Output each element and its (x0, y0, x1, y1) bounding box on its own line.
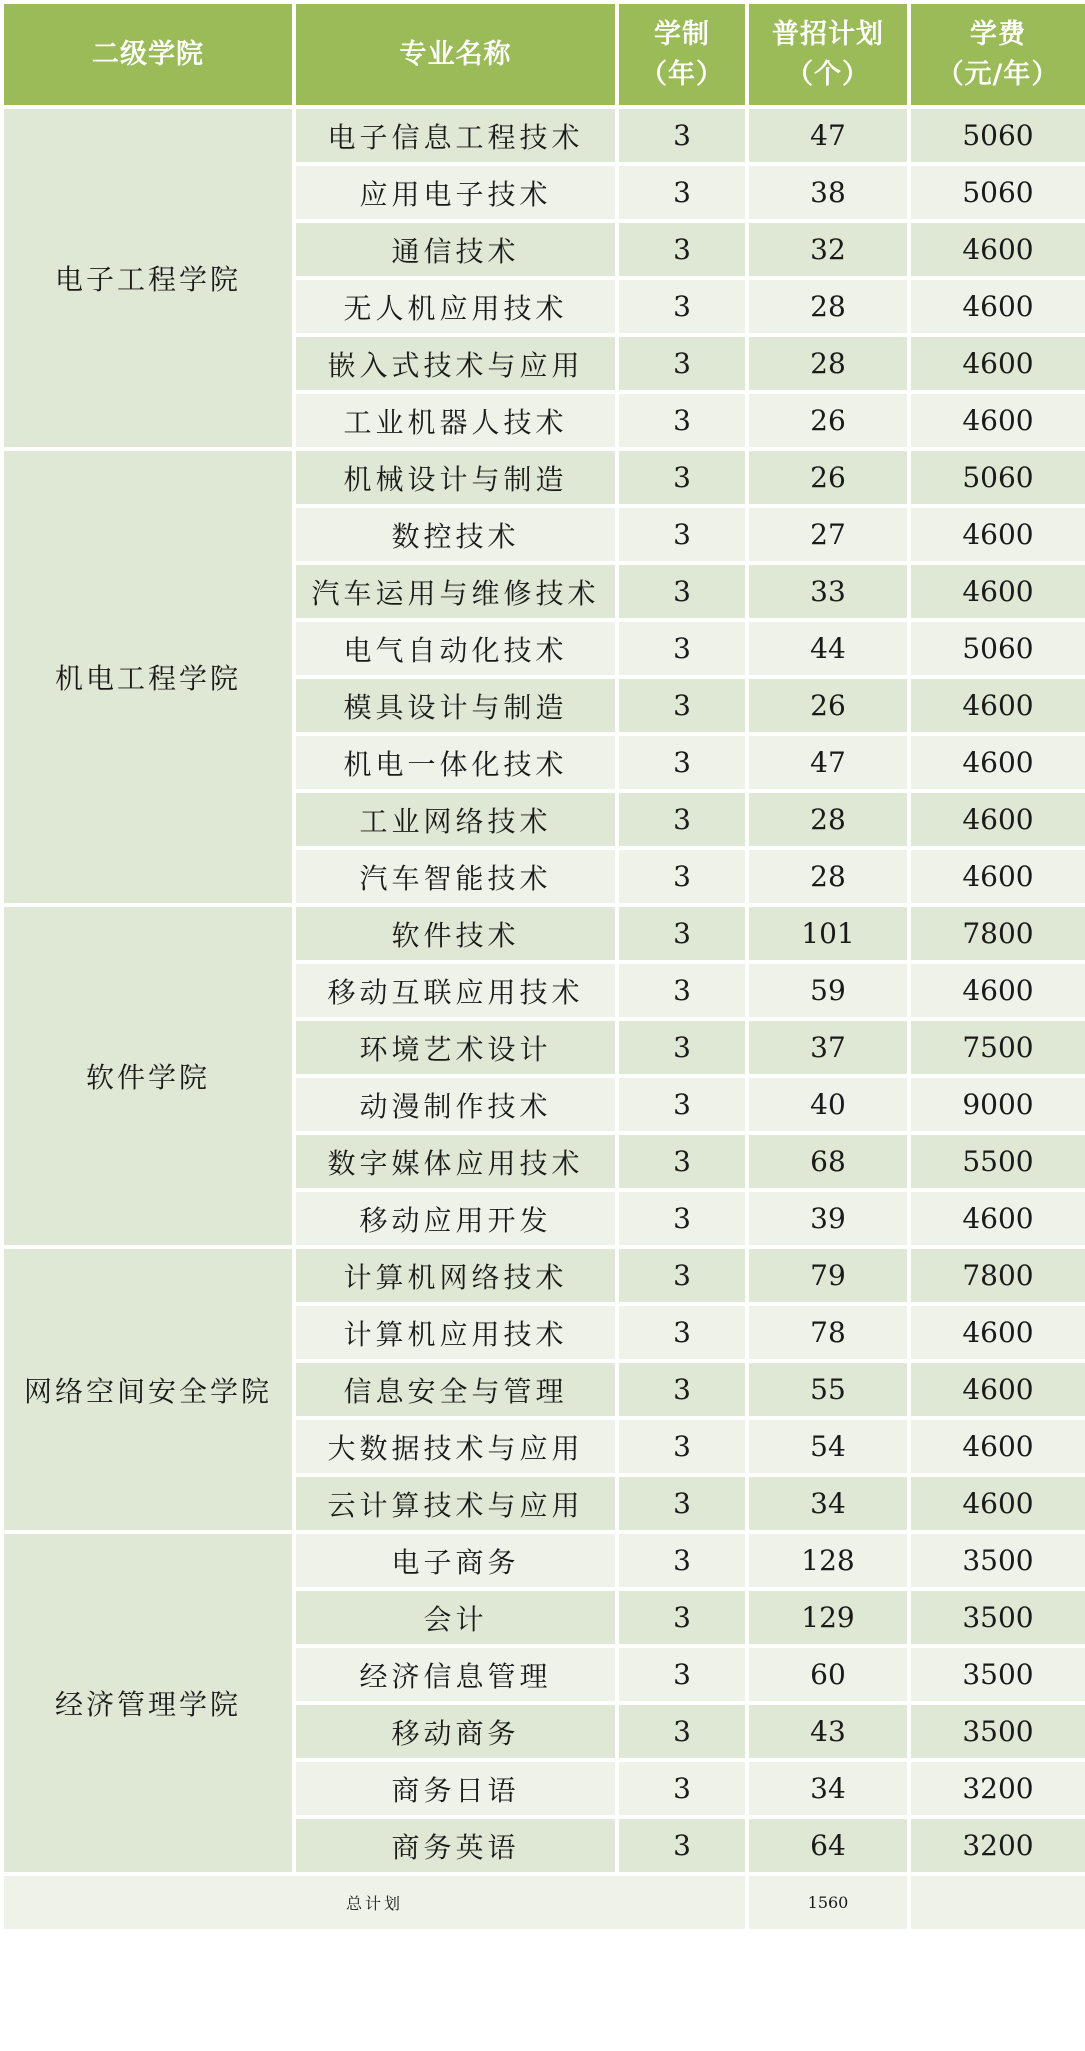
plan-cell: 33 (747, 563, 909, 620)
fee-cell: 5060 (909, 449, 1085, 506)
header-plan-line2: （个） (786, 58, 870, 90)
fee-cell: 3200 (909, 1817, 1085, 1874)
major-cell: 数控技术 (294, 506, 617, 563)
fee-cell: 4600 (909, 1304, 1085, 1361)
fee-cell: 4600 (909, 962, 1085, 1019)
fee-cell: 4600 (909, 563, 1085, 620)
duration-cell: 3 (617, 221, 747, 278)
plan-cell: 78 (747, 1304, 909, 1361)
plan-cell: 60 (747, 1646, 909, 1703)
plan-cell: 26 (747, 677, 909, 734)
fee-cell: 7800 (909, 1247, 1085, 1304)
plan-cell: 37 (747, 1019, 909, 1076)
plan-cell: 79 (747, 1247, 909, 1304)
plan-cell: 59 (747, 962, 909, 1019)
major-cell: 工业网络技术 (294, 791, 617, 848)
plan-cell: 64 (747, 1817, 909, 1874)
header-row (2, 2, 1085, 107)
total-fee (909, 1874, 1085, 1931)
fee-cell: 4600 (909, 1418, 1085, 1475)
plan-cell: 55 (747, 1361, 909, 1418)
table-footer (2, 1874, 1085, 1931)
plan-cell: 28 (747, 848, 909, 905)
plan-cell: 54 (747, 1418, 909, 1475)
fee-cell: 7800 (909, 905, 1085, 962)
plan-cell: 39 (747, 1190, 909, 1247)
header-college: 二级学院 (2, 2, 294, 107)
major-cell: 动漫制作技术 (294, 1076, 617, 1133)
college-cell: 软件学院 (2, 905, 294, 1247)
plan-cell: 43 (747, 1703, 909, 1760)
major-cell: 云计算技术与应用 (294, 1475, 617, 1532)
major-cell: 机电一体化技术 (294, 734, 617, 791)
major-cell: 信息安全与管理 (294, 1361, 617, 1418)
total-plan: 1560 (747, 1874, 909, 1931)
college-cell: 网络空间安全学院 (2, 1247, 294, 1532)
major-cell: 汽车运用与维修技术 (294, 563, 617, 620)
major-cell: 电气自动化技术 (294, 620, 617, 677)
fee-cell: 3500 (909, 1646, 1085, 1703)
major-cell: 移动商务 (294, 1703, 617, 1760)
duration-cell: 3 (617, 563, 747, 620)
fee-cell: 9000 (909, 1076, 1085, 1133)
major-cell: 商务日语 (294, 1760, 617, 1817)
fee-cell: 4600 (909, 221, 1085, 278)
header-duration-line2: （年） (640, 58, 724, 90)
fee-cell: 4600 (909, 677, 1085, 734)
total-row (2, 1874, 1085, 1931)
duration-cell: 3 (617, 107, 747, 164)
duration-cell: 3 (617, 1418, 747, 1475)
major-cell: 模具设计与制造 (294, 677, 617, 734)
major-cell: 数字媒体应用技术 (294, 1133, 617, 1190)
plan-cell: 44 (747, 620, 909, 677)
fee-cell: 4600 (909, 1475, 1085, 1532)
fee-cell: 4600 (909, 734, 1085, 791)
header-plan-line1: 普招计划 (772, 18, 884, 50)
plan-cell: 47 (747, 107, 909, 164)
plan-cell: 38 (747, 164, 909, 221)
fee-cell: 5500 (909, 1133, 1085, 1190)
duration-cell: 3 (617, 392, 747, 449)
major-cell: 移动应用开发 (294, 1190, 617, 1247)
duration-cell: 3 (617, 962, 747, 1019)
table-row (2, 905, 1085, 962)
fee-cell: 5060 (909, 164, 1085, 221)
table-row (2, 1532, 1085, 1589)
plan-cell: 27 (747, 506, 909, 563)
duration-cell: 3 (617, 449, 747, 506)
plan-cell: 28 (747, 791, 909, 848)
plan-cell: 34 (747, 1475, 909, 1532)
header-fee-line2: （元/年） (936, 58, 1060, 90)
major-cell: 移动互联应用技术 (294, 962, 617, 1019)
plan-cell: 47 (747, 734, 909, 791)
plan-cell: 129 (747, 1589, 909, 1646)
duration-cell: 3 (617, 1646, 747, 1703)
college-cell: 电子工程学院 (2, 107, 294, 449)
fee-cell: 5060 (909, 620, 1085, 677)
major-cell: 经济信息管理 (294, 1646, 617, 1703)
duration-cell: 3 (617, 848, 747, 905)
duration-cell: 3 (617, 335, 747, 392)
duration-cell: 3 (617, 620, 747, 677)
fee-cell: 3500 (909, 1589, 1085, 1646)
major-cell: 软件技术 (294, 905, 617, 962)
duration-cell: 3 (617, 791, 747, 848)
duration-cell: 3 (617, 1361, 747, 1418)
table-header (2, 2, 1085, 107)
plan-cell: 101 (747, 905, 909, 962)
major-cell: 通信技术 (294, 221, 617, 278)
major-cell: 无人机应用技术 (294, 278, 617, 335)
major-cell: 机械设计与制造 (294, 449, 617, 506)
plan-cell: 128 (747, 1532, 909, 1589)
duration-cell: 3 (617, 1304, 747, 1361)
fee-cell: 4600 (909, 848, 1085, 905)
duration-cell: 3 (617, 1760, 747, 1817)
duration-cell: 3 (617, 1247, 747, 1304)
major-cell: 商务英语 (294, 1817, 617, 1874)
plan-cell: 68 (747, 1133, 909, 1190)
duration-cell: 3 (617, 1589, 747, 1646)
major-cell: 环境艺术设计 (294, 1019, 617, 1076)
duration-cell: 3 (617, 734, 747, 791)
header-plan (747, 2, 909, 107)
fee-cell: 5060 (909, 107, 1085, 164)
plan-cell: 32 (747, 221, 909, 278)
fee-cell: 4600 (909, 791, 1085, 848)
header-duration-line1: 学制 (654, 18, 710, 50)
fee-cell: 4600 (909, 278, 1085, 335)
duration-cell: 3 (617, 1475, 747, 1532)
duration-cell: 3 (617, 1532, 747, 1589)
total-label: 总计划 (2, 1874, 747, 1931)
header-major: 专业名称 (294, 2, 617, 107)
major-cell: 计算机应用技术 (294, 1304, 617, 1361)
table-body (2, 107, 1085, 1874)
major-cell: 计算机网络技术 (294, 1247, 617, 1304)
header-fee-line1: 学费 (970, 18, 1026, 50)
fee-cell: 4600 (909, 1361, 1085, 1418)
major-cell: 应用电子技术 (294, 164, 617, 221)
duration-cell: 3 (617, 677, 747, 734)
duration-cell: 3 (617, 1703, 747, 1760)
duration-cell: 3 (617, 164, 747, 221)
major-cell: 大数据技术与应用 (294, 1418, 617, 1475)
fee-cell: 4600 (909, 392, 1085, 449)
duration-cell: 3 (617, 1190, 747, 1247)
major-cell: 会计 (294, 1589, 617, 1646)
duration-cell: 3 (617, 1076, 747, 1133)
duration-cell: 3 (617, 506, 747, 563)
fee-cell: 4600 (909, 1190, 1085, 1247)
college-cell: 经济管理学院 (2, 1532, 294, 1874)
duration-cell: 3 (617, 1133, 747, 1190)
major-cell: 工业机器人技术 (294, 392, 617, 449)
major-cell: 汽车智能技术 (294, 848, 617, 905)
fee-cell: 4600 (909, 506, 1085, 563)
plan-cell: 26 (747, 449, 909, 506)
major-cell: 电子商务 (294, 1532, 617, 1589)
fee-cell: 7500 (909, 1019, 1085, 1076)
college-cell: 机电工程学院 (2, 449, 294, 905)
header-fee (909, 2, 1085, 107)
duration-cell: 3 (617, 905, 747, 962)
header-duration (617, 2, 747, 107)
fee-cell: 4600 (909, 335, 1085, 392)
table-row (2, 1247, 1085, 1304)
plan-cell: 28 (747, 278, 909, 335)
major-cell: 电子信息工程技术 (294, 107, 617, 164)
plan-cell: 34 (747, 1760, 909, 1817)
major-cell: 嵌入式技术与应用 (294, 335, 617, 392)
duration-cell: 3 (617, 1817, 747, 1874)
plan-cell: 26 (747, 392, 909, 449)
fee-cell: 3200 (909, 1760, 1085, 1817)
duration-cell: 3 (617, 1019, 747, 1076)
fee-cell: 3500 (909, 1532, 1085, 1589)
table-row (2, 449, 1085, 506)
fee-cell: 3500 (909, 1703, 1085, 1760)
duration-cell: 3 (617, 278, 747, 335)
plan-cell: 40 (747, 1076, 909, 1133)
plan-cell: 28 (747, 335, 909, 392)
table-row (2, 107, 1085, 164)
